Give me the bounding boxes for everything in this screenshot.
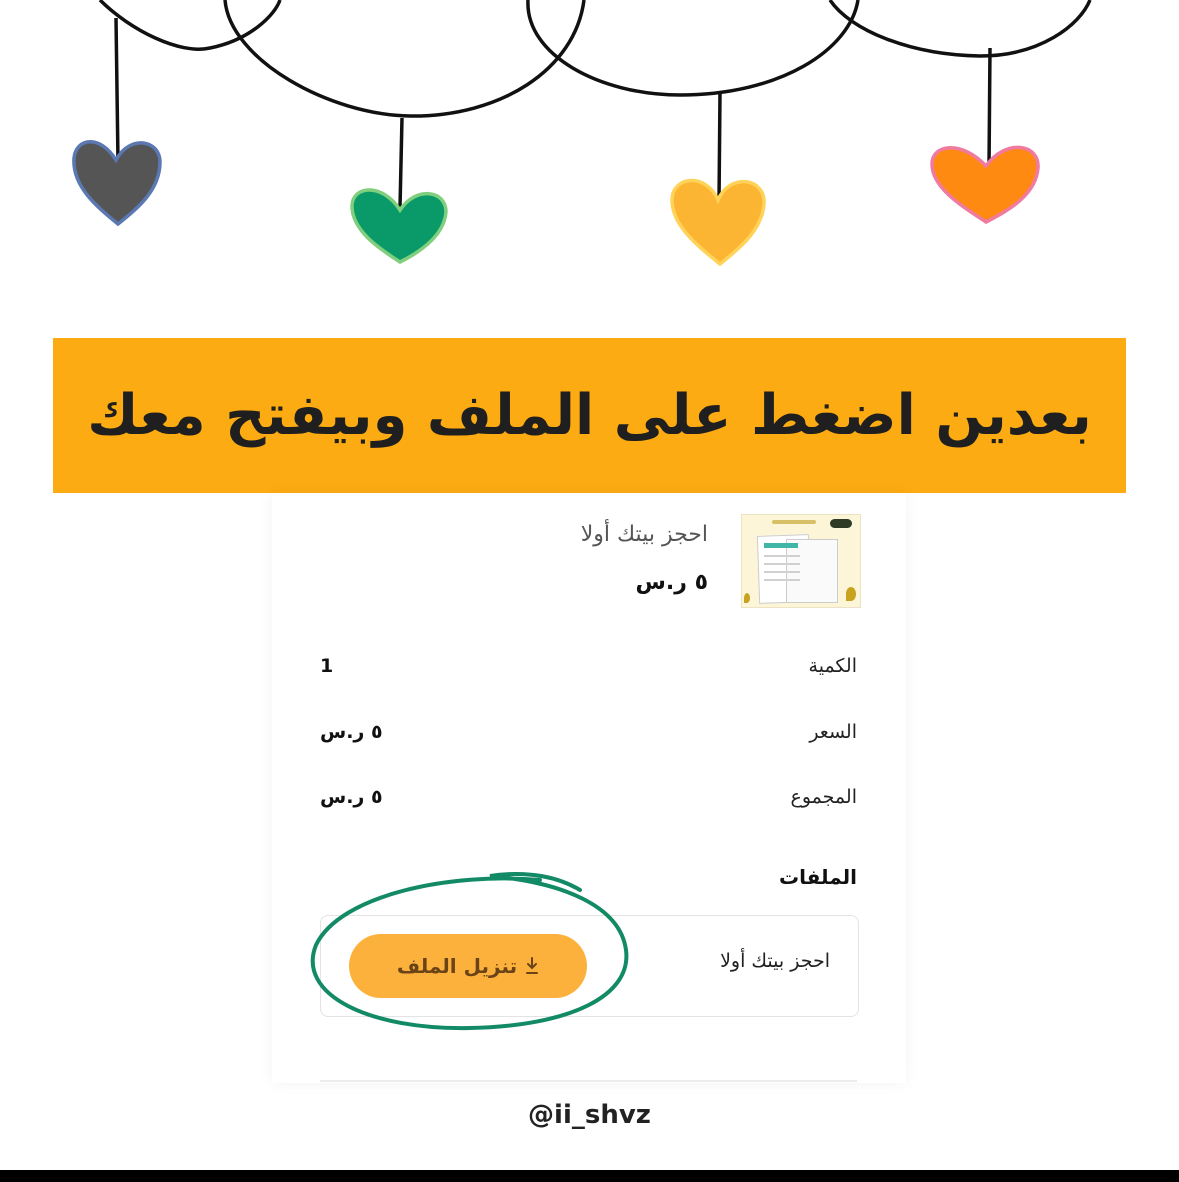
download-file-button[interactable] bbox=[349, 934, 587, 998]
string-3 bbox=[719, 93, 720, 202]
product-thumbnail[interactable] bbox=[741, 514, 861, 608]
loop-3 bbox=[528, 0, 858, 95]
download-button-label: تنزيل الملف bbox=[396, 954, 518, 978]
quantity-value: 1 bbox=[320, 655, 334, 677]
thumbnail-logo bbox=[830, 519, 852, 528]
loop-1 bbox=[100, 0, 280, 49]
total-value: ٥ ر.س bbox=[320, 786, 383, 808]
instruction-banner bbox=[53, 338, 1126, 493]
thumbnail-text-line bbox=[764, 555, 800, 557]
thumbnail-text-line bbox=[764, 571, 800, 573]
files-heading: الملفات bbox=[779, 865, 857, 889]
thumbnail-title-strip bbox=[772, 520, 816, 524]
card-divider bbox=[320, 1080, 857, 1082]
thumbnail-text-line bbox=[764, 563, 800, 565]
string-4 bbox=[989, 48, 990, 168]
file-name: احجز بيتك أولا bbox=[720, 950, 830, 972]
price-label: السعر bbox=[809, 721, 857, 743]
thumbnail-leaf-decoration bbox=[846, 587, 856, 601]
download-icon bbox=[525, 956, 539, 976]
loop-4 bbox=[830, 0, 1090, 56]
quantity-label: الكمية bbox=[808, 655, 857, 677]
thumbnail-leaf-decoration bbox=[744, 593, 750, 603]
author-handle: @ii_shvz bbox=[528, 1100, 651, 1130]
price-value: ٥ ر.س bbox=[320, 721, 383, 743]
product-price: ٥ ر.س bbox=[635, 570, 708, 595]
banner-text: بعدين اضغط على الملف وبيفتح معك bbox=[87, 383, 1092, 448]
product-title[interactable]: احجز بيتك أولا bbox=[580, 522, 708, 547]
hanging-hearts-decoration bbox=[0, 0, 1179, 300]
string-2 bbox=[400, 118, 402, 208]
total-label: المجموع bbox=[790, 786, 857, 808]
thumbnail-heading-bar bbox=[764, 543, 798, 548]
bottom-bar bbox=[0, 1170, 1179, 1182]
string-1 bbox=[116, 18, 118, 162]
heart-orange-icon bbox=[932, 147, 1038, 222]
thumbnail-text-line bbox=[764, 579, 800, 581]
